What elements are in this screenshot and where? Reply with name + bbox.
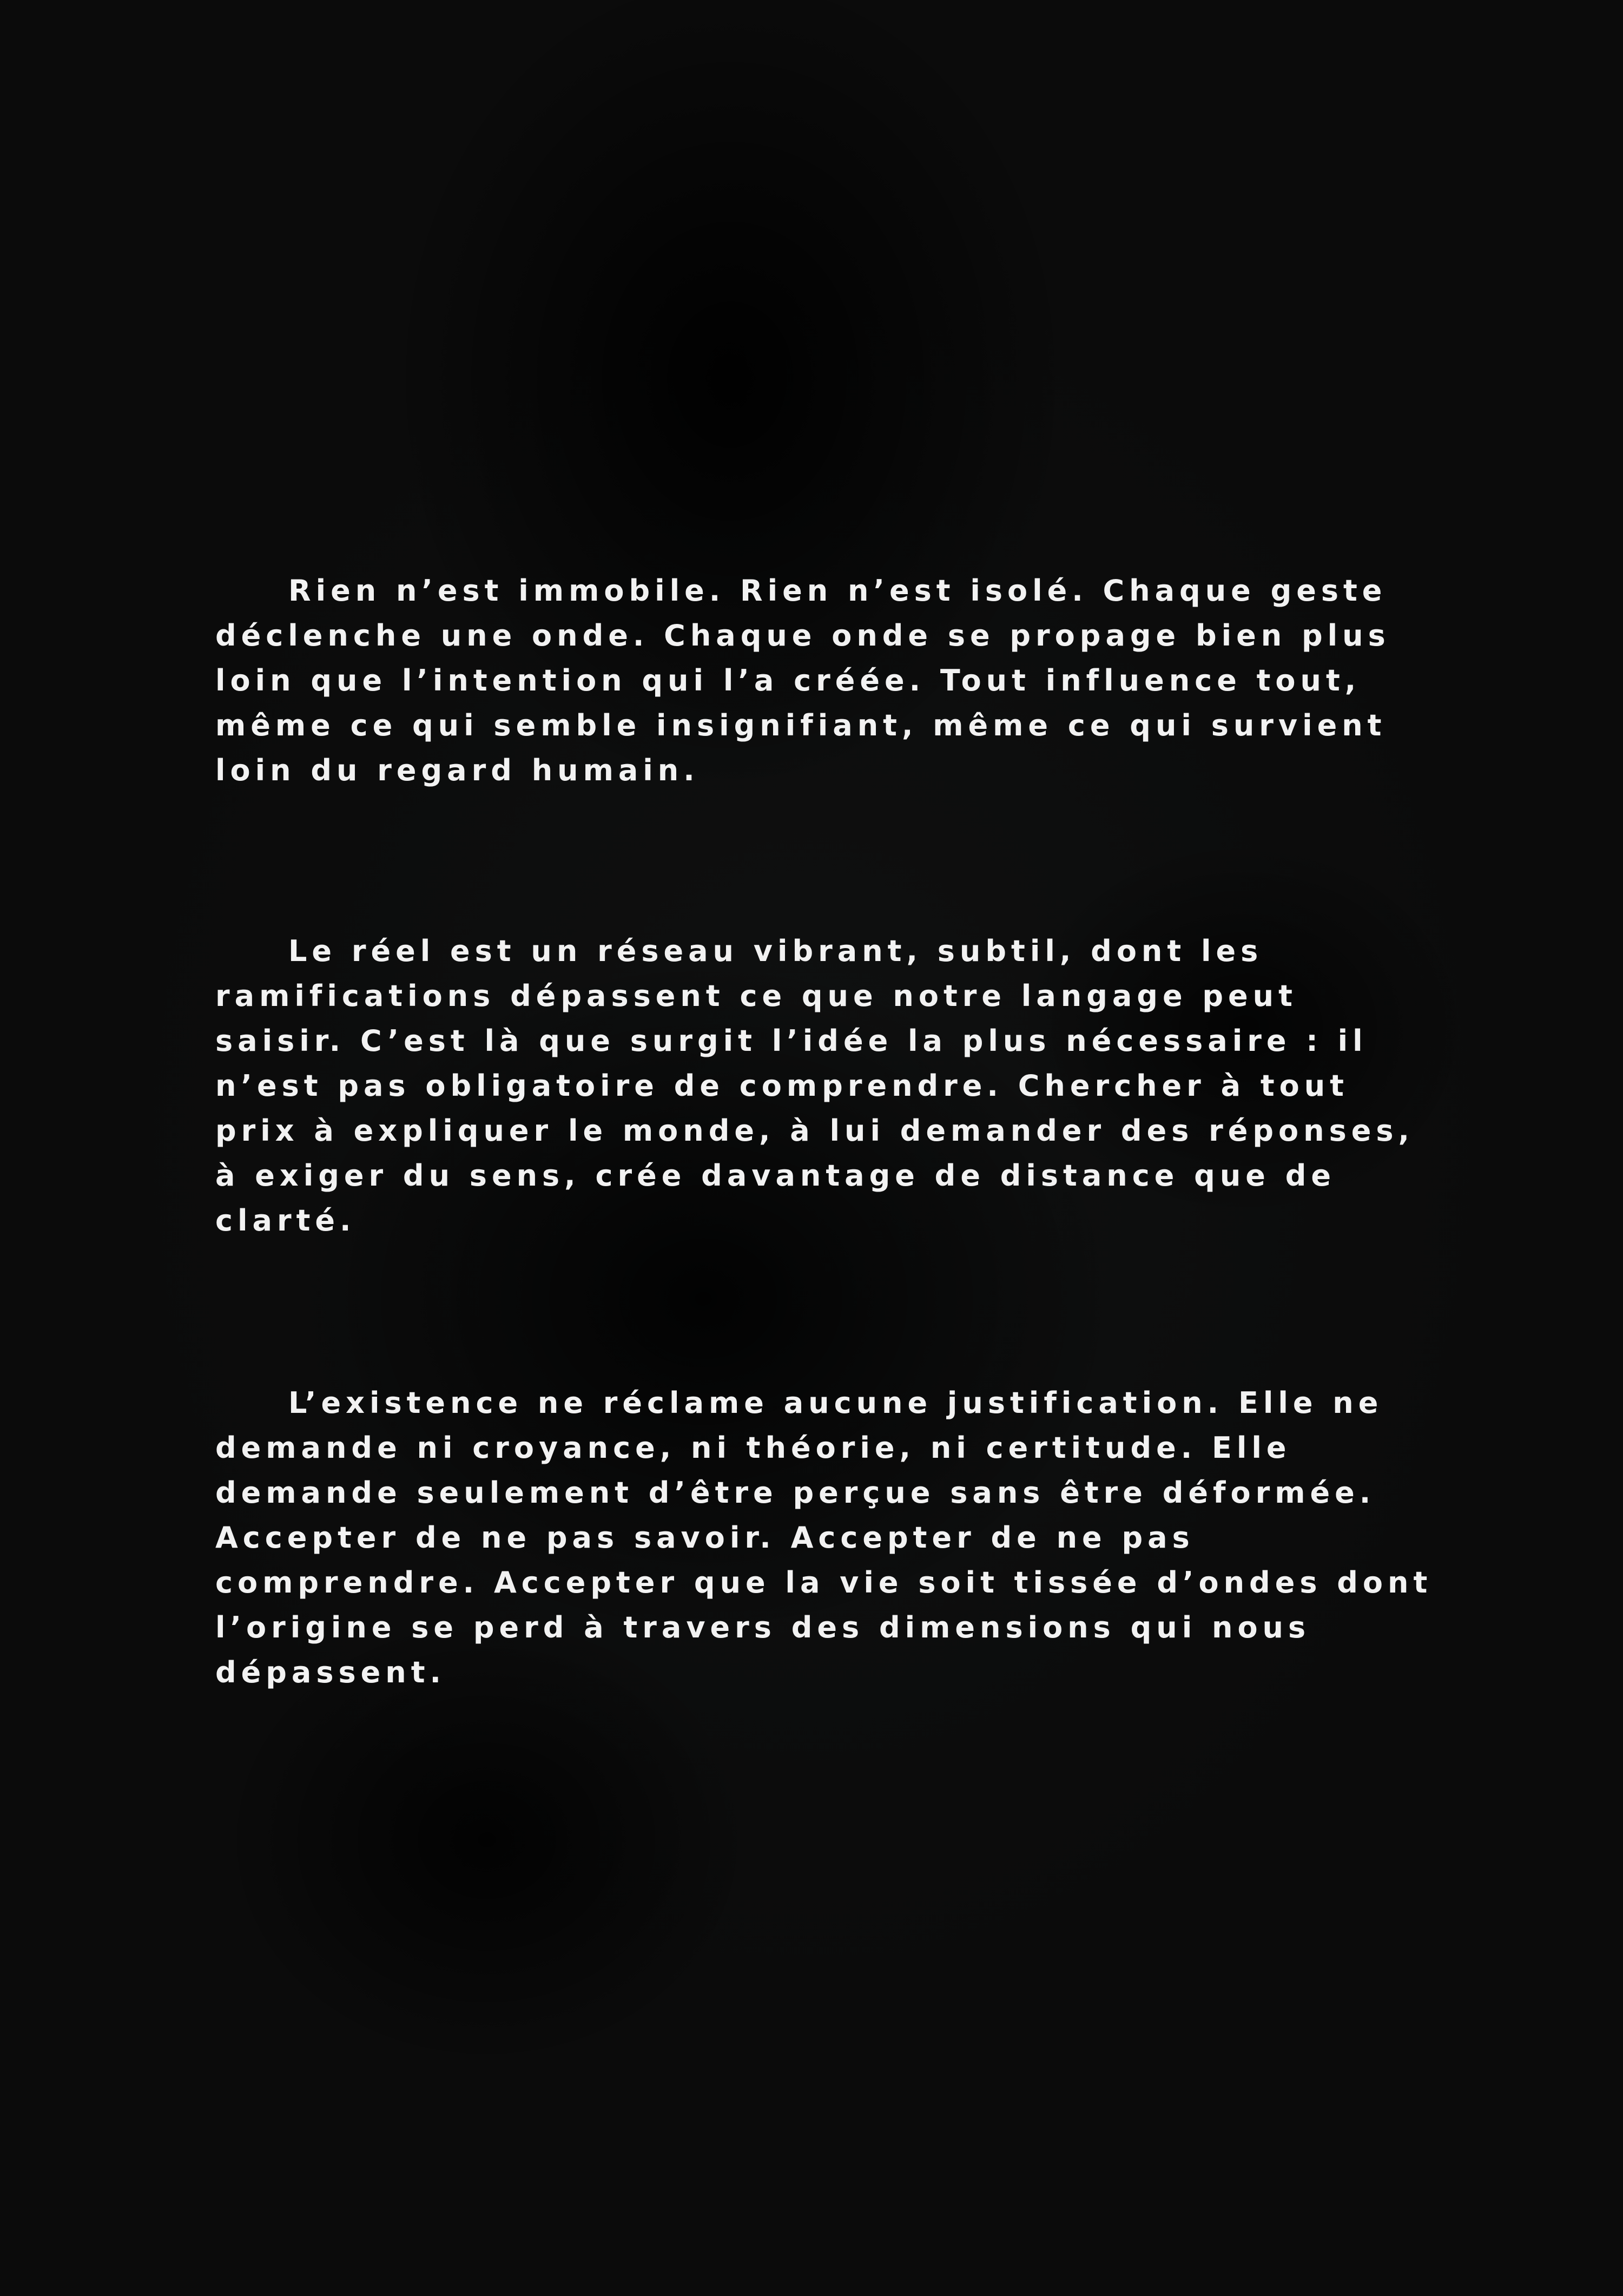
paragraph-2: Le réel est un réseau vibrant, subtil, dont les ramifications dépassent ce que notre langage peut saisir. C’est là que surgit l’idée la plus nécessaire : il n’est pas obligatoire de comprendre. Chercher à tout prix à expliquer le monde, à lui demander des réponses, à exiger du sens, crée davantage de distance que de clarté. xyxy=(215,934,1415,1238)
paragraph-3: L’existence ne réclame aucune justification. Elle ne demande ni croyance, ni théorie, ni certitude. Elle demande seulement d’être perçue sans être déformée. Accepter de ne pas savoir. Accepter de ne pas comprendre. Accepter que la vie soit tissée d’ondes dont l’origine se perd à travers des dimensions qui nous dépassent. xyxy=(215,1386,1433,1689)
paragraph-1: Rien n’est immobile. Rien n’est isolé. Chaque geste déclenche une onde. Chaque onde se propage bien plus loin que l’intention qui l’a créée. Tout influence tout, même ce qui semble insignifiant, même ce qui survient loin du regard humain. xyxy=(215,574,1390,787)
